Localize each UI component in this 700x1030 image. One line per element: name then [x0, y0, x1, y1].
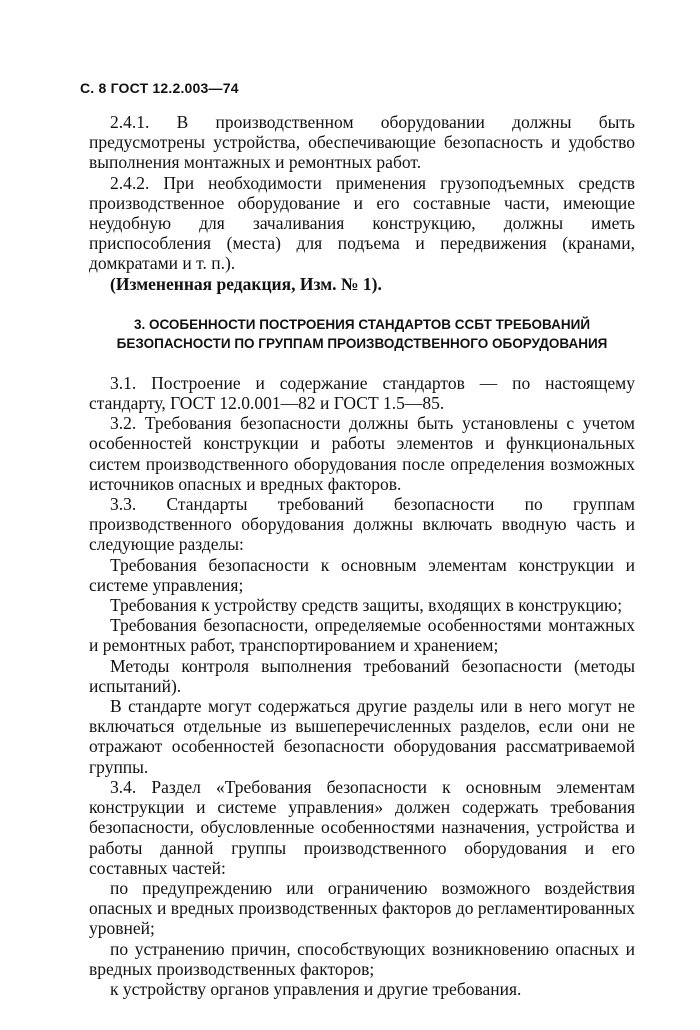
- document-body: [89, 112, 635, 999]
- clause-2-4-2: 2.4.2. При необходимости применения грузоподъемных средств производственное оборудование и его составные части, имеющие неудобную для зачаливания конструкцию, должны иметь приспособления (места) для подъема и передвижения (кранами, домкратами и т. п.).: [89, 172, 635, 274]
- clause-3-2: 3.2. Требования безопасности должны быть установлены с учетом особенностей конструкции и работы элементов и функциональных систем производственного оборудования после определения возможных источников опасных и вредных факторов.: [89, 413, 635, 494]
- page-header: С. 8 ГОСТ 12.2.003—74: [80, 80, 239, 96]
- clause-2-4-1: 2.4.1. В производственном оборудовании должны быть предусмотрены устройства, обеспечивающие безопасность и удобство выполнения монтажных и ремонтных работ.: [89, 112, 635, 173]
- section-list-item: Требования безопасности, определяемые особенностями монтажных и ремонтных работ, транспортированием и хранением;: [89, 615, 635, 656]
- clause-3-3-note: В стандарте могут содержаться другие разделы или в него могут не включаться отдельные из вышеперечисленных разделов, если они не отражают особенностей безопасности оборудования рассматриваемой группы.: [89, 696, 635, 777]
- requirement-item: по предупреждению или ограничению возможного воздействия опасных и вредных производственных факторов до регламентированных уровней;: [89, 877, 635, 939]
- clause-3-1: 3.1. Построение и содержание стандартов — по настоящему стандарту, ГОСТ 12.0.001—82 и ГОСТ 1.5—85.: [89, 372, 635, 414]
- section-list-item: Требования к устройству средств защиты, входящих в конструкцию;: [110, 595, 623, 616]
- section-list-item: Требования безопасности к основным элементам конструкции и системе управления;: [89, 554, 635, 595]
- clause-3-4: 3.4. Раздел «Требования безопасности к основным элементам конструкции и системе управления» должен содержать требования безопасности, обусловленные особенностями назначения, устройства и работы данной группы производственного оборудования и его составных частей:: [89, 776, 635, 878]
- requirement-item: к устройству органов управления и другие требования.: [110, 978, 522, 999]
- amendment-note: (Измененная редакция, Изм. № 1).: [110, 273, 382, 294]
- section-list-item: Методы контроля выполнения требований безопасности (методы испытаний).: [89, 655, 635, 696]
- clause-3-3: 3.3. Стандарты требований безопасности по группам производственного оборудования должны включать вводную часть и следующие разделы:: [89, 494, 635, 555]
- section-3-title: 3. ОСОБЕННОСТИ ПОСТРОЕНИЯ СТАНДАРТОВ ССБТ ТРЕБОВАНИЙ БЕЗОПАСНОСТИ ПО ГРУППАМ ПРОИЗВОДСТВЕННОГО ОБОРУДОВАНИЯ: [116, 316, 608, 352]
- requirement-item: по устранению причин, способствующих возникновению опасных и вредных производственных факторов;: [89, 938, 635, 979]
